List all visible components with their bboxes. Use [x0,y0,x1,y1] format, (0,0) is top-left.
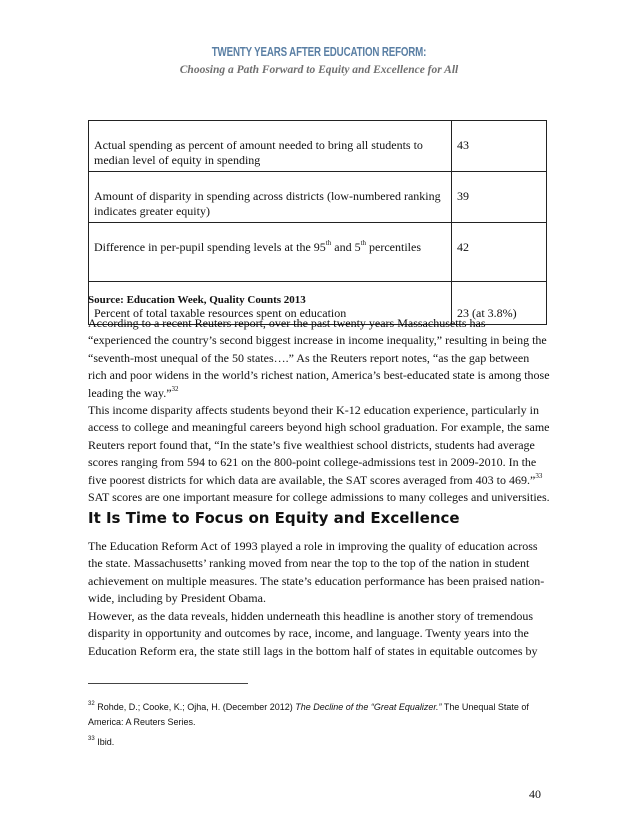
table-row [89,223,547,282]
table-row [89,172,547,223]
table-cell-value: 42 [452,223,547,282]
paragraph-text: This income disparity affects students beyond their K-12 education experience, particularly in access to college and meaningful careers beyond high school graduation. For example, the same Reuters report found that, “In the state’s five wealthiest school districts, students had average scores ranging from 594 to 621 on the 800-point college-admissions test in 2009-2010. In the five poorest districts for which data are available, the SAT scores averaged from 403 to 469.” [88,403,550,487]
table-cell-value: 43 [452,121,547,172]
footnote-number: 32 [88,701,95,707]
table-cell-label [89,223,452,282]
footnote-title: The Decline of the “Great Equalizer.” [295,702,442,712]
table-source: Source: Education Week, Quality Counts 2013 [88,294,306,306]
footnote-text: Ibid. [94,737,115,747]
footnote-ref: 33 [535,471,543,480]
paragraph-income-disparity [88,402,550,506]
footnote-text: Rohde, D.; Cooke, K.; Ojha, H. (December 2012) [94,702,296,712]
paragraph-text: SAT scores are one important measure for college admissions to many colleges and universities. [88,490,550,505]
ordinal-suffix: th [325,239,332,247]
page-number: 40 [529,787,541,801]
footnote-ref: 32 [171,384,179,393]
table-cell-label: Actual spending as percent of amount needed to bring all students to median level of equity in spending [89,121,452,172]
paragraph-education-reform: The Education Reform Act of 1993 played a role in improving the quality of education across the state. Massachusetts’ ranking moved from near the top to the top of the nation in student achievement on multiple measures. The state’s education performance has been praised nation-wide, including by President Obama. [88,539,545,606]
table-cell-label: Amount of disparity in spending across districts (low-numbered ranking indicates greater equity) [89,172,452,223]
table-cell-label: Percent of total taxable resources spent on education [89,282,452,325]
ordinal-suffix: th [360,239,367,247]
footnote-divider [88,683,248,684]
footnote-number: 33 [88,736,95,742]
paragraph-inequality [88,315,550,402]
running-header-subtitle: Choosing a Path Forward to Equity and Excellence for All [179,64,459,76]
table-cell-value: 39 [452,172,547,223]
section-heading: It Is Time to Focus on Equity and Excellence [88,509,460,527]
footnote-32 [88,700,548,730]
table-cell-value: 23 (at 3.8%) [452,282,547,325]
label-text: percentiles [366,240,422,254]
footnote-text: The Unequal State of America: A Reuters Series. [88,702,529,727]
footnote-33 [88,735,548,750]
table-row [89,121,547,172]
label-text: Difference in per-pupil spending levels at the 95 [94,240,326,254]
running-header-title: TWENTY YEARS AFTER EDUCATION REFORM: [211,45,427,59]
paragraph-disparity: However, as the data reveals, hidden underneath this headline is another story of tremendous disparity in opportunity and outcomes by race, income, and language. Twenty years into the Education Reform era, the state still lags in the bottom half of states in equitable outcomes by [88,609,538,658]
label-text: and 5 [331,240,361,254]
paragraph-text: According to a recent Reuters report, over the past twenty years Massachusetts has “experienced the country’s second biggest increase in income inequality,” resulting in being the “seventh-most unequal of the 50 states….” As the Reuters report notes, “as the gap between rich and poor widens in the world’s richest nation, America’s best-educated state is among those leading the way.” [88,316,550,400]
